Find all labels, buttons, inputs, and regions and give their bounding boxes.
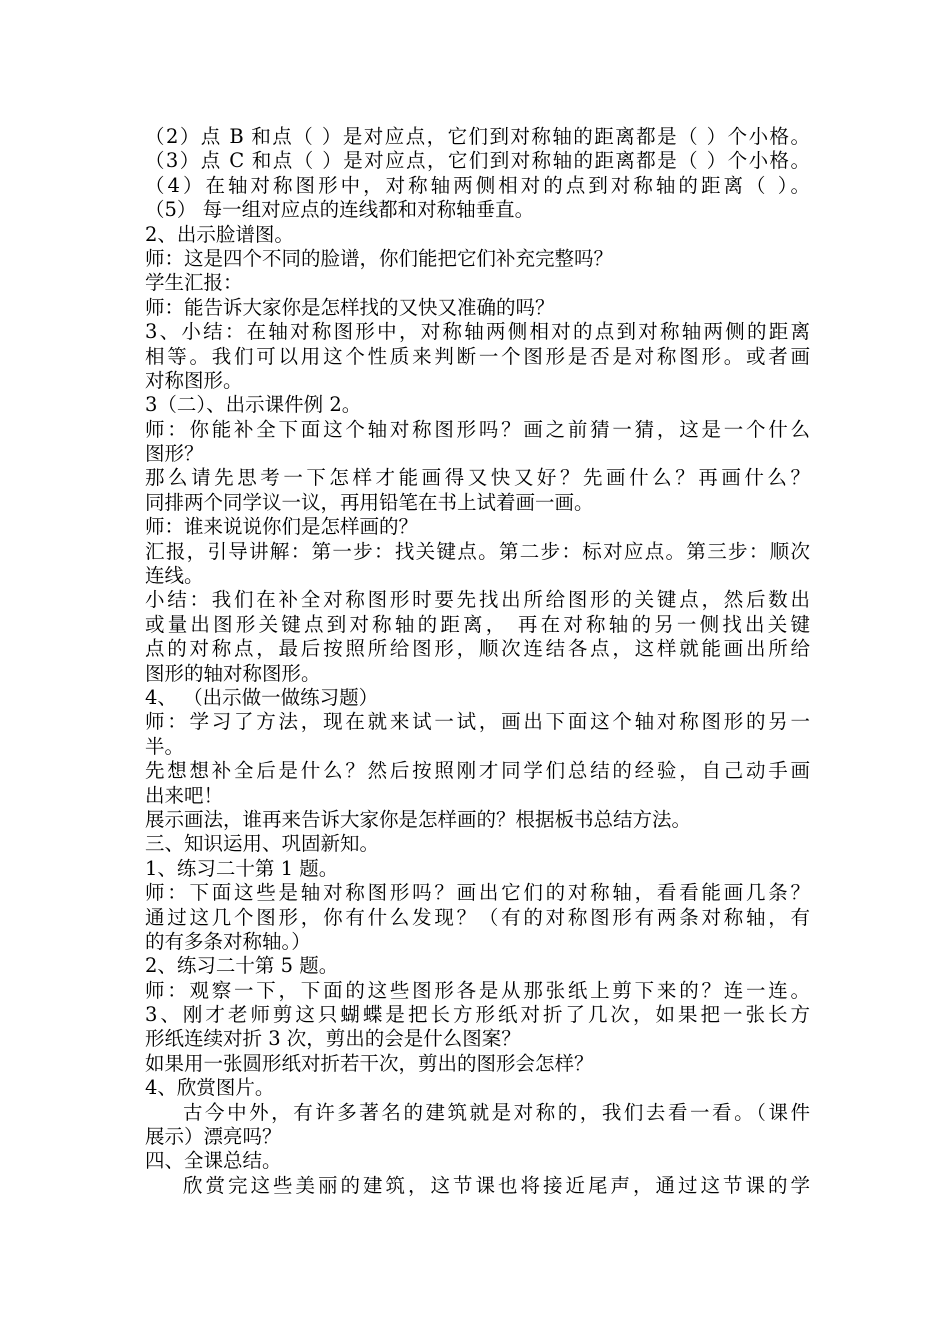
text-line: 如果用一张圆形纸对折若干次，剪出的图形会怎样？ (145, 1051, 594, 1075)
text-line: 4、 （出示做一做练习题） (145, 685, 379, 709)
text-line: （5） 每一组对应点的连线都和对称轴垂直。 (145, 198, 535, 222)
text-line: 图形的轴对称图形。 (145, 661, 321, 685)
text-line: 3、小结：在轴对称图形中，对称轴两侧相对的点到对称轴两侧的距离 (145, 320, 810, 344)
text-line: （4）在轴对称图形中，对称轴两侧相对的点到对称轴的距离（ ）。 (145, 173, 810, 197)
text-line: 师：你能补全下面这个轴对称图形吗？画之前猜一猜，这是一个什么 (145, 417, 810, 441)
text-line: 师：观察一下，下面的这些图形各是从那张纸上剪下来的？连一连。 (145, 978, 810, 1002)
text-line: 2、练习二十第 5 题。 (145, 954, 339, 978)
text-line: 师：这是四个不同的脸谱，你们能把它们补充完整吗？ (145, 246, 614, 270)
text-line: 3（二）、出示课件例 2。 (145, 393, 362, 417)
text-line: 欣赏完这些美丽的建筑，这节课也将接近尾声，通过这节课的学 (183, 1173, 810, 1197)
text-line: （3）点 C 和点（ ）是对应点，它们到对称轴的距离都是（ ）个小格。 (145, 149, 810, 173)
text-line: 师：能告诉大家你是怎样找的又快又准确的吗？ (145, 295, 555, 319)
text-line: 汇报，引导讲解：第一步：找关键点。第二步：标对应点。第三步：顺次 (145, 539, 810, 563)
text-line: 学生汇报： (145, 271, 243, 295)
text-line: 古今中外，有许多著名的建筑就是对称的，我们去看一看。（课件 (183, 1100, 810, 1124)
text-line: 小结：我们在补全对称图形时要先找出所给图形的关键点，然后数出 (145, 588, 810, 612)
document-body (145, 125, 810, 1198)
text-line: 1、练习二十第 1 题。 (145, 856, 339, 880)
text-line: 出来吧！ (145, 783, 224, 807)
text-line: 通过这几个图形，你有什么发现？（有的对称图形有两条对称轴，有 (145, 905, 810, 929)
text-line: 展示）漂亮吗？ (145, 1125, 282, 1149)
text-line: 图形？ (145, 442, 204, 466)
text-line: 三、知识运用、巩固新知。 (145, 832, 380, 856)
text-line: 点的对称点，最后按照所给图形，顺次连结各点，这样就能画出所给 (145, 637, 810, 661)
text-line: 四、全课总结。 (145, 1149, 282, 1173)
text-line: 2、出示脸谱图。 (145, 222, 294, 246)
text-line: 师：学习了方法，现在就来试一试，画出下面这个轴对称图形的另一 (145, 710, 810, 734)
text-line: 连线。 (145, 564, 204, 588)
text-line: 形纸连续对折 3 次，剪出的会是什么图案？ (145, 1027, 521, 1051)
text-line: 先想想补全后是什么？然后按照刚才同学们总结的经验，自己动手画 (145, 759, 810, 783)
text-line: 展示画法，谁再来告诉大家你是怎样画的？根据板书总结方法。 (145, 807, 692, 831)
text-line: 相等。我们可以用这个性质来判断一个图形是否是对称图形。或者画 (145, 344, 810, 368)
text-line: 那么请先思考一下怎样才能画得又快又好？先画什么？再画什么？ (145, 466, 810, 490)
text-line: 师：下面这些是轴对称图形吗？画出它们的对称轴，看看能画几条？ (145, 881, 810, 905)
text-line: （2）点 B 和点（ ）是对应点，它们到对称轴的距离都是（ ）个小格。 (145, 125, 810, 148)
text-line: 3、刚才老师剪这只蝴蝶是把长方形纸对折了几次，如果把一张长方 (145, 1003, 810, 1027)
text-line: 半。 (145, 734, 185, 758)
text-line: 或量出图形关键点到对称轴的距离， 再在对称轴的另一侧找出关键 (145, 612, 810, 636)
text-line: 师：谁来说说你们是怎样画的？ (145, 515, 419, 539)
text-line: 4、欣赏图片。 (145, 1076, 275, 1100)
text-line: 对称图形。 (145, 368, 243, 392)
text-line: 的有多条对称轴。） (145, 929, 311, 953)
text-line: 同排两个同学议一议，再用铅笔在书上试着画一画。 (145, 490, 594, 514)
